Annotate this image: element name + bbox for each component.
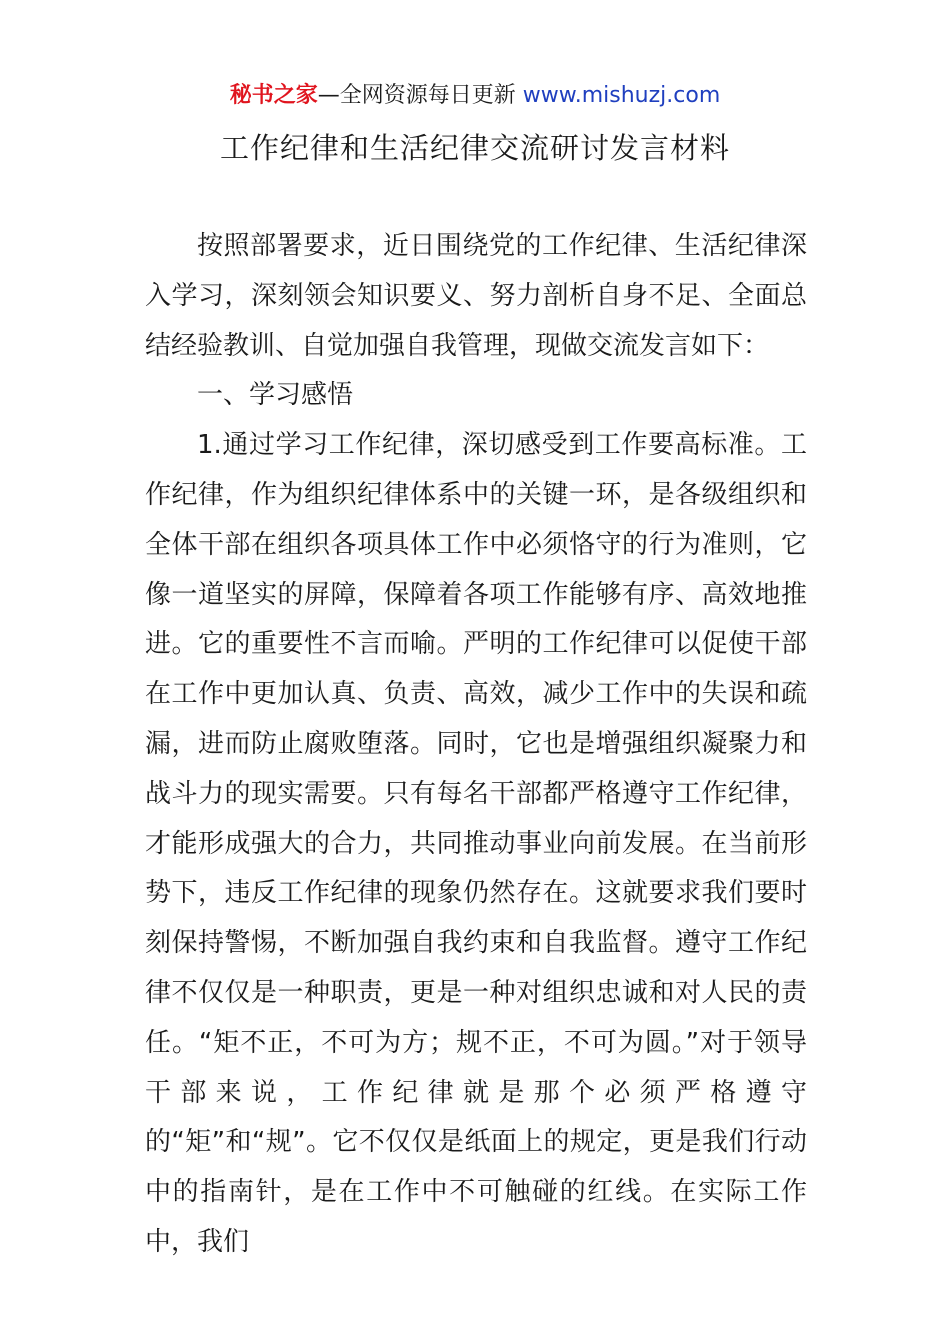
site-url-link[interactable]: www.mishuzj.com: [522, 83, 721, 108]
section-heading: 一、学习感悟: [197, 380, 354, 411]
site-header: [0, 80, 950, 112]
intro-paragraph: 按照部署要求，近日围绕党的工作纪律、生活纪律深入学习，深刻领会知识要义、努力剖析自身不足、全面总结经验教训、自觉加强自我管理，现做交流发言如下：: [145, 231, 807, 361]
document-body: [145, 222, 807, 1268]
site-tagline: —全网资源每日更新: [317, 83, 523, 108]
body-paragraph: 1.通过学习工作纪律，深切感受到工作要高标准。工作纪律，作为组织纪律体系中的关键一环，是各级组织和全体干部在组织各项具体工作中必须恪守的行为准则，它像一道坚实的屏障，保障着各项工作能够有序、高效地推进。它的重要性不言而喻。严明的工作纪律可以促使干部在工作中更加认真、负责、高效，减少工作中的失误和疏漏，进而防止腐败堕落。同时，它也是增强组织凝聚力和战斗力的现实需要。只有每名干部都严格遵守工作纪律，才能形成强大的合力，共同推动事业向前发展。在当前形势下，违反工作纪律的现象仍然存在。这就要求我们要时刻保持警惕，不断加强自我约束和自我监督。遵守工作纪律不仅仅是一种职责，更是一种对组织忠诚和对人民的责任。“矩不正，不可为方；规不正，不可为圆。”对于领导干部来说，工作纪律就是那个必须严格遵守的“矩”和“规”。它不仅仅是纸面上的规定，更是我们行动中的指南针，是在工作中不可触碰的红线。在实际工作中，我们: [145, 430, 807, 1257]
site-brand: 秘书之家: [229, 83, 318, 108]
document-title: 工作纪律和生活纪律交流研讨发言材料: [219, 131, 730, 165]
